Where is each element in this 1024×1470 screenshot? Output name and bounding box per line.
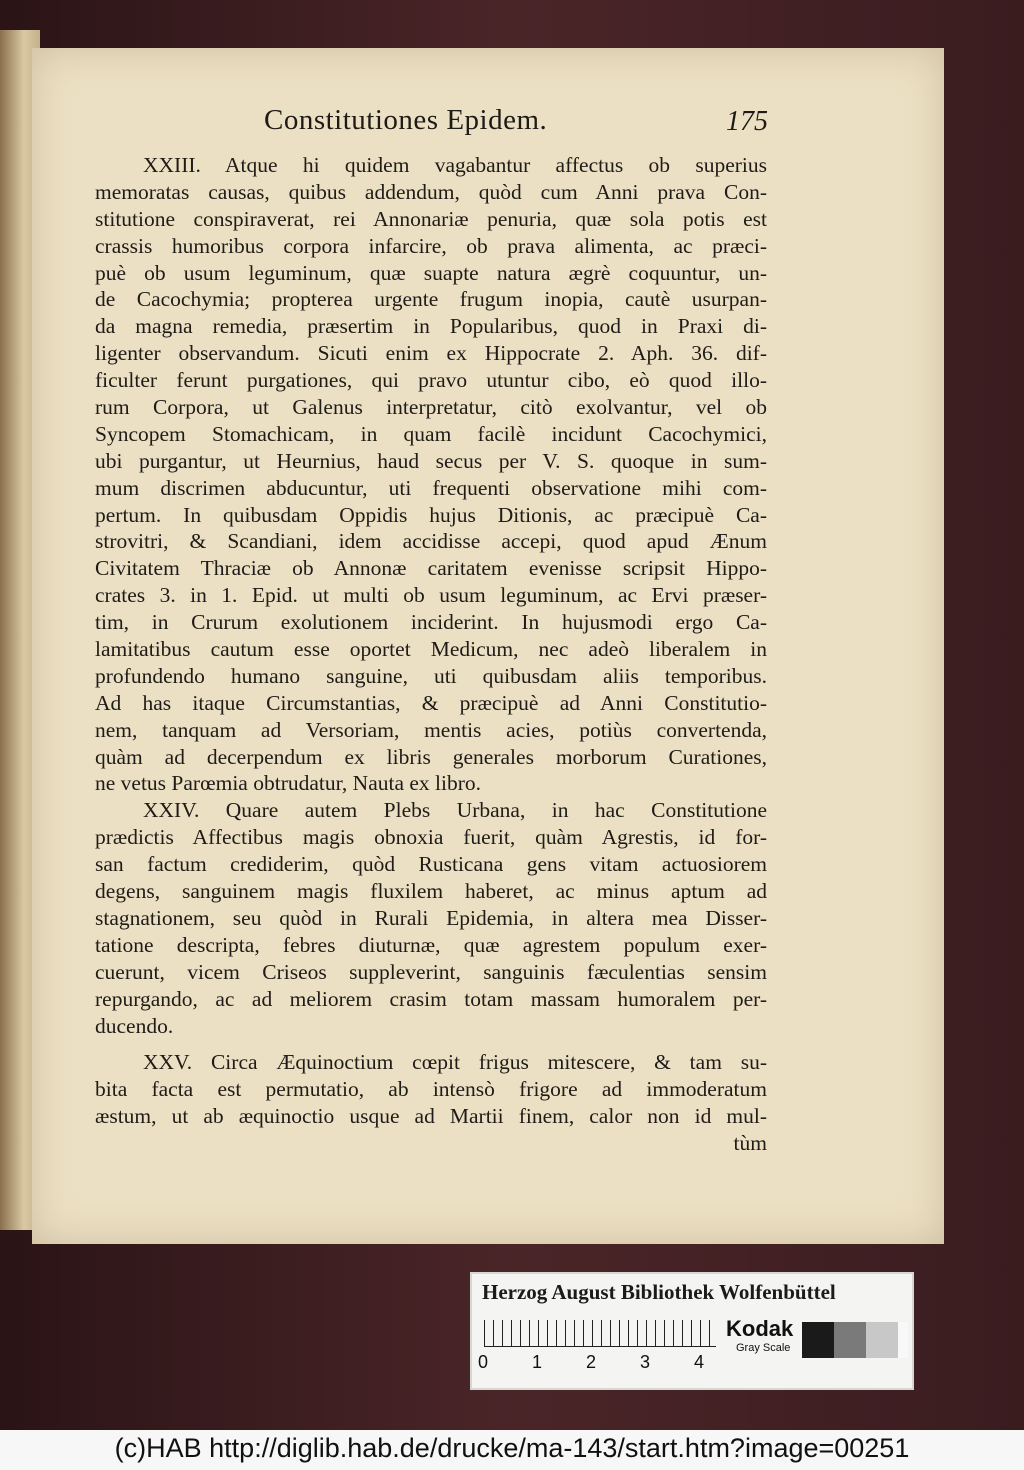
ruler-number: 3 <box>640 1352 651 1372</box>
text-line: ficulter ferunt purgationes, qui pravo utuntur cibo, eò quod illo- <box>95 368 767 393</box>
ruler-number: 1 <box>532 1352 543 1372</box>
text-line: XXIII. Atque hi quidem vagabantur affectus ob superius <box>143 153 767 177</box>
text-line: mum discrimen abducuntur, uti frequenti observatione mihi com- <box>95 475 767 500</box>
library-name: Herzog August Bibliothek Wolfenbüttel <box>482 1280 836 1304</box>
text-line: bita facta est permutatio, ab intensò frigore ad immoderatum <box>95 1077 767 1102</box>
text-line: lamitatibus cautum esse oportet Medicum, nec adeò liberalem in <box>95 637 767 662</box>
gray-swatch-white <box>898 1322 908 1358</box>
gray-swatch-light <box>866 1322 898 1358</box>
text-line: XXIV. Quare autem Plebs Urbana, in hac Constitutione <box>143 798 767 823</box>
paragraph-gap <box>95 1039 767 1049</box>
text-line: nem, tanquam ad Versoriam, mentis acies, potiùs convertenda, <box>95 717 767 742</box>
gray-swatch-black <box>802 1322 834 1358</box>
gray-scale-label: Gray Scale <box>736 1342 791 1354</box>
text-line: de Cacochymia; propterea urgente frugum inopia, cautè usurpan- <box>95 287 767 312</box>
measurement-ruler <box>484 1320 716 1347</box>
text-line: pertum. In quibusdam Oppidis hujus Ditionis, ac præcipuè Ca- <box>95 502 767 527</box>
text-line: stitutione conspiraverat, rei Annonariæ penuria, quæ sola potis est <box>95 206 767 231</box>
text-line: memoratas causas, quibus addendum, quòd cum Anni prava Con- <box>95 179 767 204</box>
page-number: 175 <box>726 106 768 137</box>
text-line: æstum, ut ab æquinoctio usque ad Martii finem, calor non id mul- <box>95 1104 767 1129</box>
text-line: puè ob usum leguminum, quæ suapte natura ægrè coquuntur, un- <box>95 260 767 285</box>
ruler-numbers <box>478 1352 728 1376</box>
catchword: tùm <box>733 1131 767 1156</box>
gray-swatch-dark <box>834 1322 866 1358</box>
text-line: degens, sanguinem magis fluxilem haberet, ac minus aptum ad <box>95 879 767 904</box>
library-stamp <box>470 1272 914 1390</box>
text-line: tatione descripta, febres diuturnæ, quæ agrestem populum exer- <box>95 932 767 957</box>
ruler-number: 2 <box>586 1352 597 1372</box>
text-line: ne vetus Parœmia obtrudatur, Nauta ex libro. <box>95 771 482 796</box>
text-line: cuerunt, vicem Criseos suppleverint, sanguinis fæculentias sensim <box>95 959 767 984</box>
text-line: strovitri, & Scandiani, idem accidisse accepi, quod apud Ænum <box>95 529 767 554</box>
ruler-number: 4 <box>694 1352 705 1372</box>
text-line: profundendo humano sanguine, uti quibusdam aliis temporibus. <box>95 663 767 688</box>
text-line: ubi purgantur, ut Heurnius, haud secus per V. S. quoque in sum- <box>95 448 767 473</box>
kodak-logo: Kodak <box>726 1316 794 1341</box>
page-header <box>0 104 1024 148</box>
running-title: Constitutiones Epidem. <box>264 104 548 136</box>
text-line: XXV. Circa Æquinoctium cœpit frigus mitescere, & tam su- <box>143 1050 767 1075</box>
ruler-number: 0 <box>478 1352 489 1372</box>
text-line: crassis humoribus corpora infarcire, ob prava alimenta, ac præci- <box>95 233 767 258</box>
text-line: da magna remedia, præsertim in Popularibus, quod in Praxi di- <box>95 314 767 339</box>
text-line: quàm ad decerpendum ex libris generales morborum Curationes, <box>95 744 767 769</box>
text-line: stagnationem, seu quòd in Rurali Epidemia, in altera mea Disser- <box>95 905 767 930</box>
text-line: Ad has itaque Circumstantias, & præcipuè ad Anni Constitutio- <box>95 690 767 715</box>
text-line: ligenter observandum. Sicuti enim ex Hippocrate 2. Aph. 36. dif- <box>95 341 767 366</box>
text-line: crates 3. in 1. Epid. ut multi ob usum leguminum, ac Ervi præser- <box>95 583 767 608</box>
text-line: repurgando, ac ad meliorem crasim totam massam humoralem per- <box>95 986 767 1011</box>
footer-url: (c)HAB http://diglib.hab.de/drucke/ma-143/start.htm?image=00251 <box>114 1433 910 1463</box>
text-line: Syncopem Stomachicam, in quam facilè incidunt Cacochymici, <box>95 421 767 446</box>
text-line: ducendo. <box>95 1013 174 1038</box>
text-line: prædictis Affectibus magis obnoxia fuerit, quàm Agrestis, id for- <box>95 825 767 850</box>
text-line: san factum crediderim, quòd Rusticana gens vitam actuosiorem <box>95 852 767 877</box>
footer-bar <box>0 1430 1024 1470</box>
text-line: Civitatem Thraciæ ob Annonæ caritatem evenisse scripsit Hippo- <box>95 556 767 581</box>
body-text <box>95 152 767 1157</box>
text-line: tim, in Crurum exolutionem inciderint. In hujusmodi ergo Ca- <box>95 610 767 635</box>
text-line: rum Corpora, ut Galenus interpretatur, citò exolvantur, vel ob <box>95 395 767 420</box>
